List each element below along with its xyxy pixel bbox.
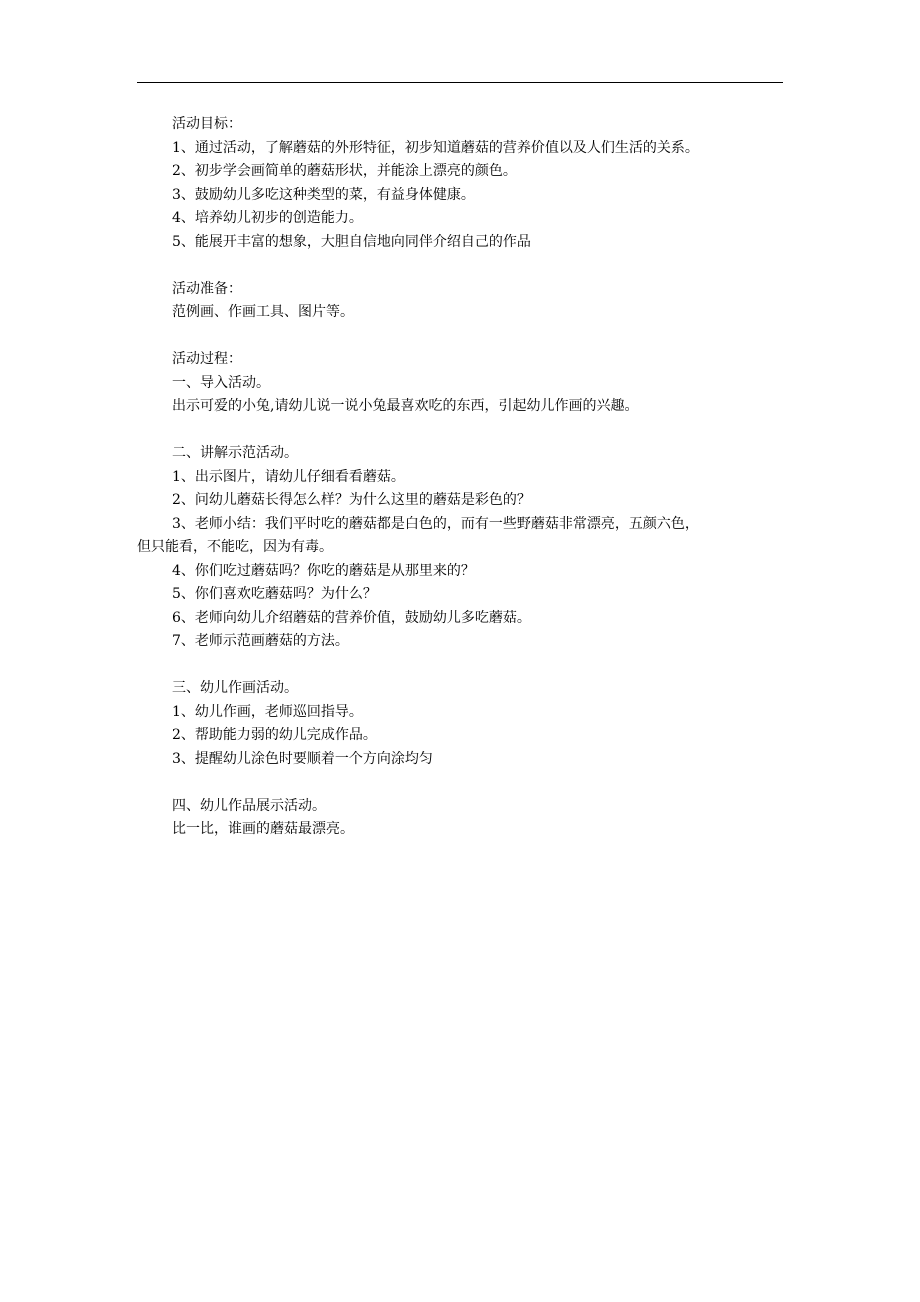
spacer (137, 254, 787, 278)
step3-item: 3、提醒幼儿涂色时要顺着一个方向涂均匀 (172, 750, 433, 767)
step2-item: 7、老师示范画蘑菇的方法。 (172, 633, 349, 649)
step3-item: 1、幼儿作画，老师巡回指导。 (172, 703, 363, 720)
step3-title: 三、幼儿作画活动。 (172, 680, 298, 696)
step4-text: 比一比，谁画的蘑菇最漂亮。 (172, 821, 354, 837)
step2-item: 3、老师小结：我们平时吃的蘑菇都是白色的，而有一些野蘑菇非常漂亮，五颜六色， (172, 515, 699, 532)
process-heading: 活动过程： (172, 351, 242, 367)
goals-heading: 活动目标： (172, 116, 242, 132)
prep-text: 范例画、作画工具、图片等。 (172, 304, 354, 320)
header-rule (137, 82, 783, 83)
goal-item: 1、通过活动，了解蘑菇的外形特征，初步知道蘑菇的营养价值以及人们生活的关系。 (172, 139, 699, 156)
goal-item: 3、鼓励幼儿多吃这种类型的菜，有益身体健康。 (172, 186, 475, 203)
prep-heading: 活动准备： (172, 280, 242, 297)
step3-item: 2、帮助能力弱的幼儿完成作品。 (172, 727, 377, 743)
step4-title: 四、幼儿作品展示活动。 (172, 797, 326, 814)
step2-item: 2、问幼儿蘑菇长得怎么样？为什么这里的蘑菇是彩色的？ (172, 492, 531, 508)
spacer (137, 419, 787, 443)
spacer (137, 771, 787, 795)
step2-item: 1、出示图片，请幼儿仔细看看蘑菇。 (172, 468, 405, 485)
step2-item: 4、你们吃过蘑菇吗？你吃的蘑菇是从那里来的？ (172, 562, 475, 579)
step2-item: 6、老师向幼儿介绍蘑菇的营养价值，鼓励幼儿多吃蘑菇。 (172, 609, 531, 626)
step2-item: 5、你们喜欢吃蘑菇吗？为什么？ (172, 586, 377, 602)
goal-item: 2、初步学会画简单的蘑菇形状，并能涂上漂亮的颜色。 (172, 163, 517, 179)
goal-item: 4、培养幼儿初步的创造能力。 (172, 210, 363, 226)
spacer (137, 654, 787, 678)
step1-text: 出示可爱的小兔,请幼儿说一说小兔最喜欢吃的东西，引起幼儿作画的兴趣。 (172, 398, 639, 414)
step2-title: 二、讲解示范活动。 (172, 445, 298, 461)
document-body (137, 113, 787, 842)
spacer (137, 325, 787, 349)
step2-item-continuation: 但只能看，不能吃，因为有毒。 (137, 539, 333, 555)
goal-item: 5、能展开丰富的想象，大胆自信地向同伴介绍自己的作品 (172, 233, 531, 250)
step1-title: 一、导入活动。 (172, 374, 270, 391)
